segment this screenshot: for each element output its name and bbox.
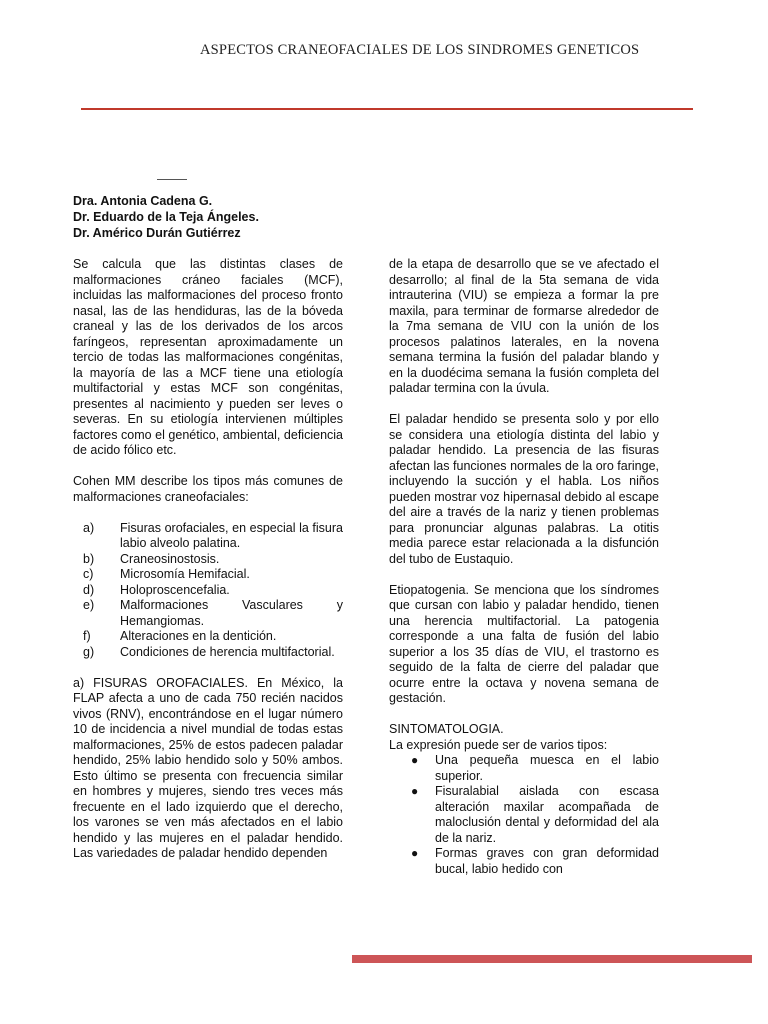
- development-paragraph: de la etapa de desarrollo que se ve afectado el desarrollo; al final de la 5ta semana de vida intrauterina (VIU) se empieza a formar la pre maxila, para terminar de formarse alrededor de la 7ma semana de VIU con la unión de los procesos palatinos laterales, en la novena semana termina la fusión del paladar blando y en la duodécima semana la fusión completa del paladar termina con la úvula.: [389, 257, 659, 395]
- author-name: Dra. Antonia Cadena G.: [73, 194, 213, 208]
- list-marker: d): [83, 582, 95, 597]
- etiopatogenia-paragraph: Etiopatogenia. Se menciona que los síndromes que cursan con labio y paladar hendido, tienen una herencia multifactorial. La patogenia corresponde a una falta de fusión del labio superior a los 35 días de VIU, el trastorno es seguido de la falta de cierre del paladar que ocurre entre la octava y novena semana de gestación.: [389, 582, 659, 705]
- fisuras-paragraph: a) FISURAS OROFACIALES. En México, la FLAP afecta a uno de cada 750 recién nacidos vivos (RNV), encontrándose en el lugar número 10 de incidencia a nivel mundial de todas estas malformaciones, 25% de estos padecen paladar hendido, 25% labio hendido solo y 50% ambos. Esto último se presenta con frecuencia similar en hombres y mujeres, siendo tres veces más frecuente en el lado izquierdo que el derecho, los varones se ven más afectados en el labio hendido y las mujeres en el paladar hendido. Las variedades de paladar hendido dependen: [73, 675, 343, 860]
- intro-paragraph: Se calcula que las distintas clases de malformaciones cráneo faciales (MCF), incluidas las malformaciones del proceso fronto nasal, las de las hendiduras, las de la bóveda craneal y las de los derivados de los arcos faríngeos, representan aproximadamente un tercio de todas las malformaciones congénitas, la mayoría de las a MCF tiene una etiología multifactorial y estas MCF son congénitas, presentes al nacimiento y pueden ser leves o severas. En su etiología intervienen múltiples factores como el genético, ambiental, deficiencia de acido fólico etc.: [73, 257, 343, 457]
- right-column: [389, 257, 659, 877]
- list-item-text: Condiciones de herencia multifactorial.: [120, 644, 335, 659]
- short-divider: [157, 179, 187, 180]
- cohen-paragraph: Cohen MM describe los tipos más comunes de malformaciones craneofaciales:: [73, 474, 343, 504]
- list-marker: b): [83, 551, 95, 566]
- author-name: Dr. Américo Durán Gutiérrez: [73, 226, 241, 240]
- paladar-paragraph: El paladar hendido se presenta solo y por ello se considera una etiología distinta del labio y paladar hendido. La presencia de las fisuras afectan las funciones normales de la oro faringe, incluyendo la succión y el habla. Los niños pueden mostrar voz hipernasal debido al escape del aire a través de la nariz y tienen problemas para pronunciar algunas palabras. La otitis media parece estar relacionada a la disfunción del tubo de Eustaquio.: [389, 412, 659, 566]
- left-column: [73, 257, 343, 877]
- list-item: [83, 582, 343, 599]
- list-item-text: Microsomía Hemifacial.: [120, 567, 250, 581]
- list-item: [83, 598, 343, 629]
- list-item: [83, 567, 343, 583]
- footer-accent-bar: [352, 955, 752, 963]
- list-item: [83, 551, 343, 568]
- list-item: [83, 629, 343, 645]
- list-item-text: Fisuras orofaciales, en especial la fisura labio alveolo palatina.: [120, 520, 343, 550]
- list-marker: g): [83, 644, 95, 659]
- list-marker: c): [83, 567, 94, 581]
- bullet-icon: ●: [411, 784, 419, 798]
- author-list: [73, 193, 259, 241]
- list-item: [83, 520, 343, 552]
- list-item-text: Alteraciones en la dentición.: [120, 629, 277, 643]
- list-marker: e): [83, 598, 95, 612]
- list-item: [411, 784, 659, 846]
- author-name: Dr. Eduardo de la Teja Ángeles.: [73, 210, 259, 224]
- list-item-text: Fisuralabial aislada con escasa alteración maxilar acompañada de maloclusión dental y deformidad del ala de la nariz.: [435, 784, 659, 845]
- list-item-text: Formas graves con gran deformidad bucal, labio hedido con: [435, 846, 659, 876]
- malformation-types-list: [73, 521, 343, 661]
- sintomatologia-intro: La expresión puede ser de varios tipos:: [389, 737, 608, 752]
- header-divider: [81, 108, 693, 110]
- symptom-list: [389, 753, 659, 877]
- list-item: [411, 753, 659, 784]
- sintomatologia-heading: SINTOMATOLOGIA.: [389, 722, 504, 736]
- list-item-text: Craneosinostosis.: [120, 551, 220, 566]
- list-item-text: Malformaciones Vasculares y Hemangiomas.: [120, 598, 343, 628]
- list-item: [411, 846, 659, 877]
- page-header-title: ASPECTOS CRANEOFACIALES DE LOS SINDROMES GENETICOS: [200, 42, 640, 58]
- list-item-text: Una pequeña muesca en el labio superior.: [435, 753, 659, 783]
- list-marker: a): [83, 520, 95, 535]
- list-item-text: Holoproscencefalia.: [120, 582, 230, 597]
- bullet-icon: ●: [411, 753, 419, 767]
- list-item: [83, 644, 343, 661]
- bullet-icon: ●: [411, 846, 419, 860]
- list-marker: f): [83, 629, 91, 643]
